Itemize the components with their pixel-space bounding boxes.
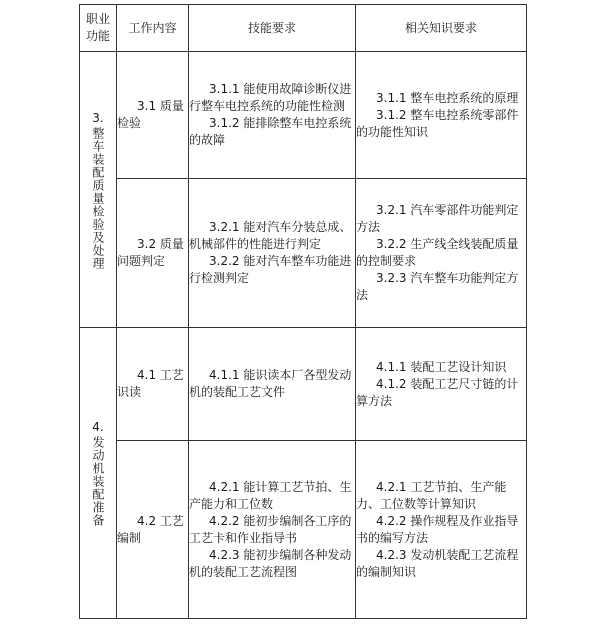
work-content-text: 3.1 质量检验 <box>117 99 184 130</box>
work-content-text: 3.2 质量问题判定 <box>117 237 184 268</box>
knowledge-cell <box>356 328 527 441</box>
knowledge-item: 4.2.3 发动机装配工艺流程的编制知识 <box>356 547 519 579</box>
header-function: 职业功能 <box>80 5 117 52</box>
work-content-cell <box>117 52 189 179</box>
knowledge-item: 4.1.2 装配工艺尺寸链的计算方法 <box>356 376 519 408</box>
skill-item: 4.1.1 能识读本厂各型发动机的装配工艺文件 <box>189 368 352 399</box>
knowledge-item: 3.2.3 汽车整车功能判定方法 <box>356 271 519 302</box>
knowledge-item: 4.1.1 装配工艺设计知识 <box>376 359 507 374</box>
skill-item: 3.2.1 能对汽车分装总成、机械部件的性能进行判定 <box>189 220 352 251</box>
work-content-text: 4.2 工艺编制 <box>117 513 184 545</box>
knowledge-item: 3.1.2 整车电控系统零部件的功能性知识 <box>356 107 519 139</box>
header-work-content: 工作内容 <box>117 5 189 52</box>
knowledge-item: 3.1.1 整车电控系统的原理 <box>376 90 519 105</box>
knowledge-item: 4.2.1 工艺节拍、生产能力、工位数等计算知识 <box>356 479 507 511</box>
work-content-text: 4.1 工艺识读 <box>117 368 184 399</box>
function-name: 整车装配质量检验及处理 <box>91 126 105 270</box>
knowledge-item: 3.2.2 生产线全线装配质量的控制要求 <box>356 237 519 268</box>
knowledge-item: 3.2.1 汽车零部件功能判定方法 <box>356 203 519 234</box>
function-name: 发动机装配准备 <box>91 436 105 527</box>
table-row <box>80 441 527 619</box>
function-cell-4 <box>80 328 117 619</box>
header-row <box>80 5 527 52</box>
skill-item: 3.1.1 能使用故障诊断仪进行整车电控系统的功能性检测 <box>189 82 352 113</box>
function-number: 4. <box>92 420 104 434</box>
header-knowledge: 相关知识要求 <box>356 5 527 52</box>
skill-item: 4.2.3 能初步编制各种发动机的装配工艺流程图 <box>189 547 352 579</box>
knowledge-item: 4.2.2 操作规程及作业指导书的编写方法 <box>356 513 519 545</box>
skills-cell <box>189 441 356 619</box>
table-row <box>80 52 527 179</box>
work-content-cell <box>117 441 189 619</box>
skill-item: 3.2.2 能对汽车整车功能进行检测判定 <box>189 254 352 285</box>
table-row <box>80 328 527 441</box>
function-number: 3. <box>92 110 104 125</box>
skill-item: 4.2.1 能计算工艺节拍、生产能力和工位数 <box>189 479 352 511</box>
header-skills: 技能要求 <box>189 5 356 52</box>
function-cell-3 <box>80 52 117 328</box>
table-row <box>80 179 527 328</box>
knowledge-cell <box>356 179 527 328</box>
skill-item: 3.1.2 能排除整车电控系统的故障 <box>189 116 352 147</box>
skills-cell <box>189 179 356 328</box>
knowledge-cell <box>356 441 527 619</box>
work-content-cell <box>117 328 189 441</box>
skill-item: 4.2.2 能初步编制各工序的工艺卡和作业指导书 <box>189 513 352 545</box>
skills-cell <box>189 52 356 179</box>
knowledge-cell <box>356 52 527 179</box>
skills-cell <box>189 328 356 441</box>
skill-requirements-table <box>79 4 527 619</box>
work-content-cell <box>117 179 189 328</box>
